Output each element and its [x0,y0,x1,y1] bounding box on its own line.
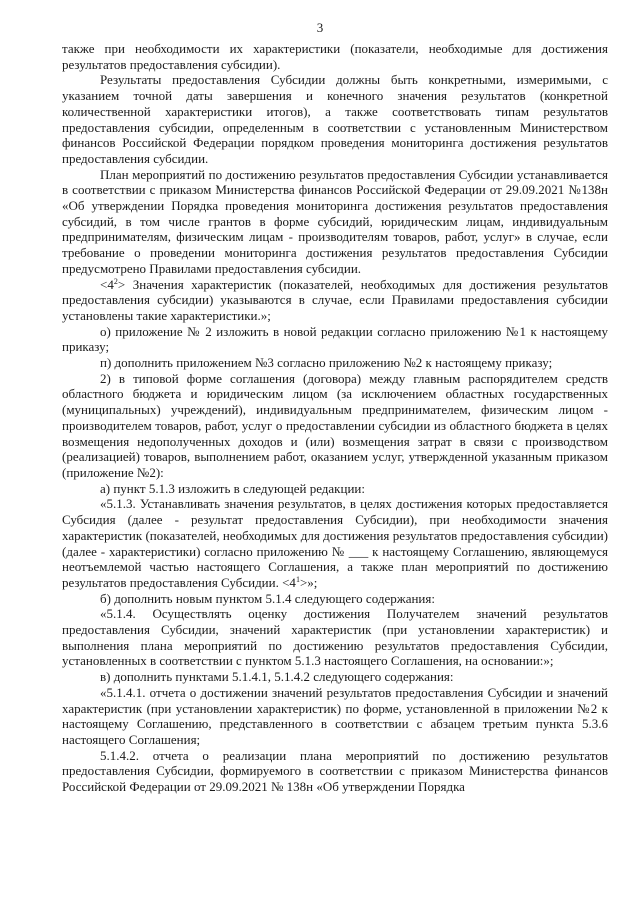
paragraph-results-concrete: Результаты предоставления Субсидии должны быть конкретными, измеримыми, с указанием точной даты завершения и конечного значения результатов (конкретной количественной характеристики итогов), а также соответствовать типам результатов предоставления субсидии, определенным в соответствии с установленным Министерством финансов Российской Федерации порядком проведения мониторинга достижения результатов предоставления субсидии. [62,72,608,166]
paragraph-item-2: 2) в типовой форме соглашения (договора) между главным распорядителем средств областного бюджета и юридическим лицом (за исключением областных государственных (муниципальных) учреждений), индивидуальным предпринимателем, физическим лицом - производителем товаров, работ, услуг о предоставлении субсидии из областного бюджета в целях возмещения недополученных доходов и (или) возмещения затрат в связи с производством (реализацией) товаров, выполнением работ, оказанием услуг, утвержденной указанным приказом (приложение №2): [62,370,608,480]
paragraph-plan: План мероприятий по достижению результатов предоставления Субсидии устанавливается в соответствии с приказом Министерства финансов Российской Федерации от 29.09.2021 №138н «Об утверждении Порядка проведения мониторинга достижения результатов предоставления субсидий, в том числе грантов в форме субсидий, юридическим лицам, индивидуальным предпринимателям, физическим лицам - производителям товаров, работ, услуг» в случае, если требование о проведении мониторинга достижения результатов предоставления Субсидии предусмотрено Правилами предоставления субсидии. [62,166,608,276]
paragraph-item-a: а) пункт 5.1.3 изложить в следующей редакции: [100,480,365,496]
paragraph-5-1-4-2: 5.1.4.2. отчета о реализации плана мероприятий по достижению результатов предоставления Субсидии, формируемого в соответствии с приказом Министерства финансов Российской Федерации от 29.09.2021 № 138н «Об утверждении Порядка [62,747,608,795]
footnote-superscript: 2 [113,276,118,286]
document-body [62,41,608,795]
paragraph-footnote-4-2: $<4^2>$ Значения характеристик (показателей, необходимых для достижения результатов предоставления субсидии) указываются в случае, если Правилами предоставления субсидии установлены такие характеристики.»; [62,276,608,323]
paragraph-5-1-3: «5.1.3. Устанавливать значения результатов, в целях достижения которых предоставляется Субсидия (далее - результат предоставления Субсидии), при необходимости значения характеристик (показателей, необходимых для достижения результатов предоставления субсидии) (далее - характеристики) согласно приложению № ___ к настоящему Соглашению, являющемуся неотъемлемой частью настоящего Соглашения, а также план мероприятий по достижению результатов предоставления Субсидии. $<4^1>$»; [62,496,608,590]
paragraph-item-o: о) приложение № 2 изложить в новой редакции согласно приложению №1 к настоящему приказу; [62,323,608,355]
footnote-superscript: 1 [295,574,300,584]
paragraph-continuation: также при необходимости их характеристики (показатели, необходимые для достижения результатов предоставления субсидии). [62,41,608,72]
paragraph-5-1-4: «5.1.4. Осуществлять оценку достижения Получателем значений результатов предоставления Субсидии, значений характеристик (при установлении характеристик) и выполнения плана мероприятий по достижению результатов предоставления Субсидии, установленных в соответствии с пунктом 5.1.3 настоящего Соглашения, на основании:»; [62,606,608,669]
paragraph-5-1-4-1: «5.1.4.1. отчета о достижении значений результатов предоставления Субсидии и значений характеристик (при установлении характеристик) по форме, установленной в приложении №2 к настоящему Соглашению, представленного в соответствии с абзацем третьим пункта 5.3.6 настоящего Соглашения; [62,684,608,747]
paragraph-item-p: п) дополнить приложением №3 согласно приложению №2 к настоящему приказу; [100,355,553,371]
paragraph-item-v: в) дополнить пунктами 5.1.4.1, 5.1.4.2 следующего содержания: [100,669,454,685]
page-number: 3 [316,20,324,35]
paragraph-item-b: б) дополнить новым пунктом 5.1.4 следующего содержания: [100,590,435,606]
